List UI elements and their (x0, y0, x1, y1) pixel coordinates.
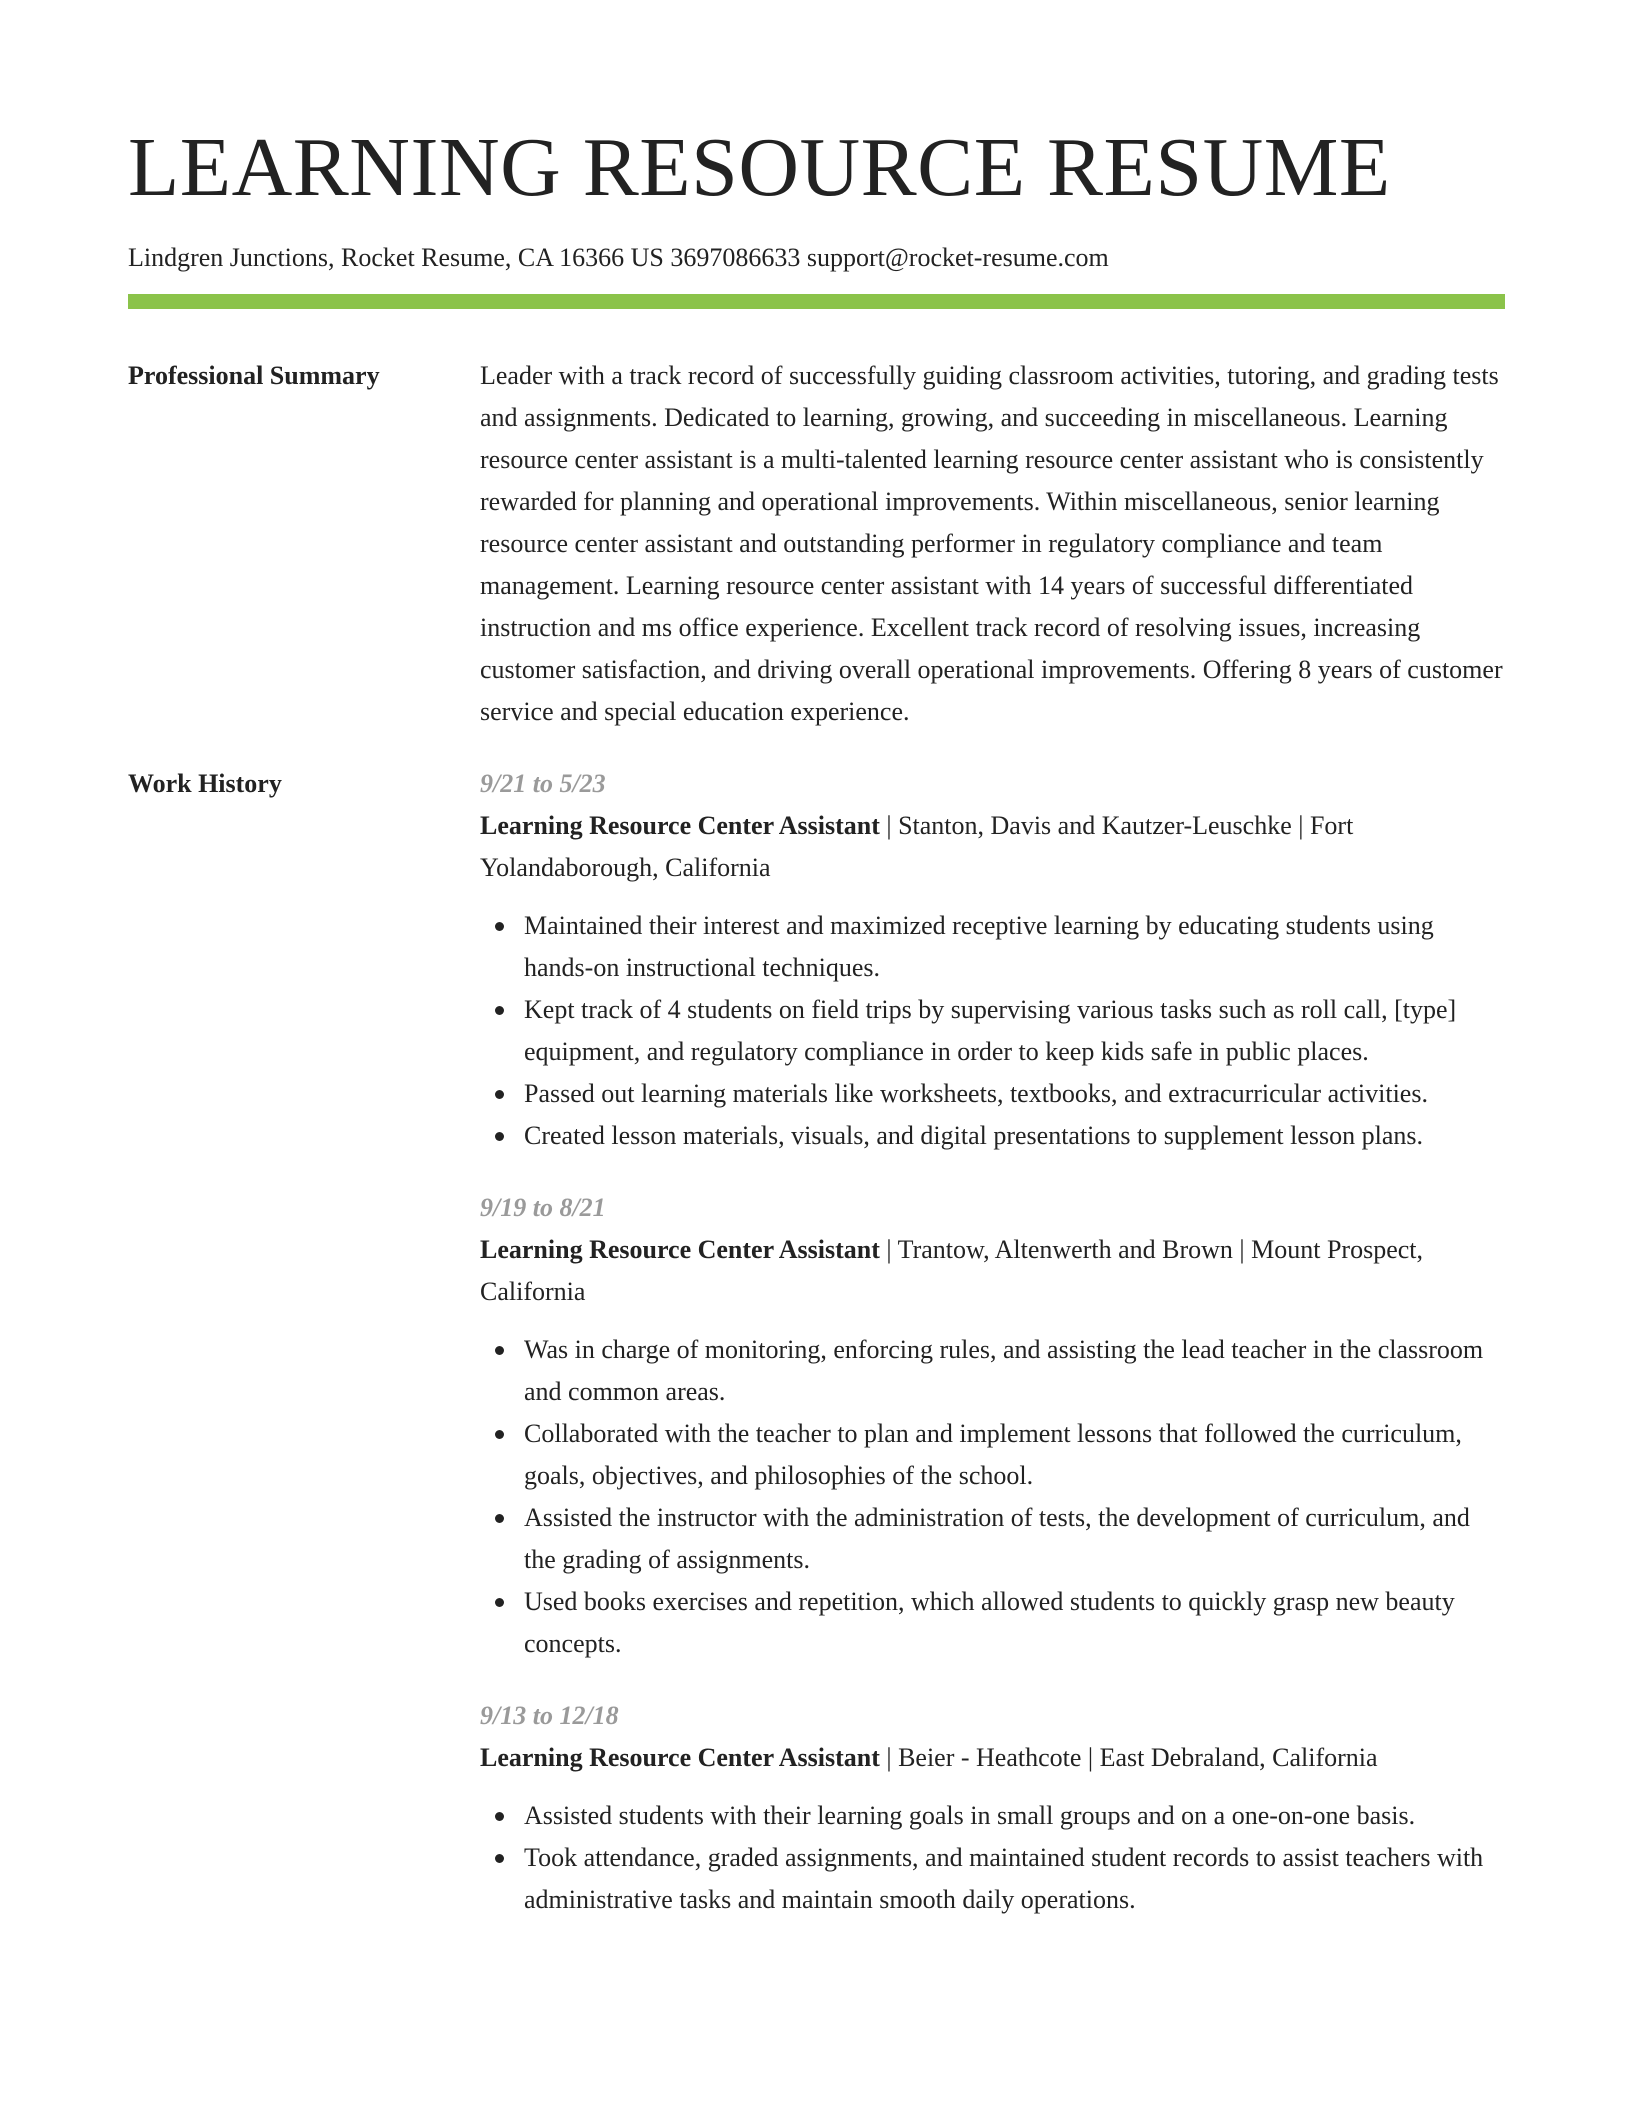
bullet-icon (495, 1598, 504, 1607)
job-bullet-list (480, 1329, 1505, 1665)
bullet-icon (495, 922, 504, 931)
section-label-summary: Professional Summary (128, 361, 380, 390)
contact-line: Lindgren Junctions, Rocket Resume, CA 16366 US 3697086633 support@rocket-resume.com (128, 243, 1109, 272)
job-bullet (480, 1115, 1505, 1157)
job-bullet (480, 1497, 1505, 1581)
bullet-icon (495, 1854, 504, 1863)
job-bullet-text: Took attendance, graded assignments, and maintained student records to assist teachers with administrative tasks and maintain smooth daily operations. (524, 1843, 1484, 1914)
job-heading (480, 805, 1505, 889)
job-title: Learning Resource Center Assistant (480, 1235, 880, 1264)
job-bullet-text: Passed out learning materials like worksheets, textbooks, and extracurricular activities. (524, 1079, 1428, 1108)
job-details: | Trantow, Altenwerth and Brown | Mount Prospect, California (480, 1235, 1424, 1306)
bullet-icon (495, 1430, 504, 1439)
job-bullet (480, 1329, 1505, 1413)
job-bullet-text: Maintained their interest and maximized receptive learning by educating students using hands-on instructional techniques. (524, 911, 1434, 982)
job-title: Learning Resource Center Assistant (480, 1743, 880, 1772)
job-bullet (480, 1837, 1505, 1921)
job-bullet-text: Was in charge of monitoring, enforcing rules, and assisting the lead teacher in the classroom and common areas. (524, 1335, 1484, 1406)
job-bullet-text: Kept track of 4 students on field trips by supervising various tasks such as roll call, [type] equipment, and regulatory compliance in order to keep kids safe in public places. (524, 995, 1457, 1066)
bullet-icon (495, 1006, 504, 1015)
work-history-section (128, 763, 1505, 1921)
job-bullet-list (480, 1795, 1505, 1921)
job-bullet-text: Assisted the instructor with the administration of tests, the development of curriculum, and the grading of assignments. (524, 1503, 1470, 1574)
summary-body (480, 355, 1505, 733)
job-bullet (480, 1581, 1505, 1665)
bullet-icon (495, 1346, 504, 1355)
job-bullet-list (480, 905, 1505, 1157)
job-bullet (480, 905, 1505, 989)
job-bullet (480, 1413, 1505, 1497)
resume-title: LEARNING RESOURCE RESUME (128, 121, 1391, 214)
job-dates: 9/19 to 8/21 (480, 1193, 606, 1222)
job-bullet-text: Collaborated with the teacher to plan and implement lessons that followed the curriculum, goals, objectives, and philosophies of the school. (524, 1419, 1462, 1490)
job-bullet-text: Assisted students with their learning goals in small groups and on a one-on-one basis. (524, 1801, 1416, 1830)
bullet-icon (495, 1090, 504, 1099)
job-heading (480, 1737, 1505, 1779)
job-details: | Beier - Heathcote | East Debraland, California (879, 1743, 1378, 1772)
job-dates: 9/21 to 5/23 (480, 769, 606, 798)
summary-text: Leader with a track record of successfully guiding classroom activities, tutoring, and grading tests and assignments. Dedicated to learning, growing, and succeeding in miscellaneous. Learning resource center assistant is a multi-talented learning resource center assistant who is consistently rewarded for planning and operational improvements. Within miscellaneous, senior learning resource center assistant and outstanding performer in regulatory compliance and team management. Learning resource center assistant with 14 years of successful differentiated instruction and ms office experience. Excellent track record of resolving issues, increasing customer satisfaction, and driving overall operational improvements. Offering 8 years of customer service and special education experience. (480, 361, 1503, 726)
job-bullet (480, 1795, 1505, 1837)
bullet-icon (495, 1514, 504, 1523)
bullet-icon (495, 1132, 504, 1141)
job-details: | Stanton, Davis and Kautzer-Leuschke | Fort Yolandaborough, California (480, 811, 1354, 882)
job-bullet (480, 1073, 1505, 1115)
header-divider (128, 294, 1505, 309)
job-entry (480, 1187, 1505, 1665)
job-title: Learning Resource Center Assistant (480, 811, 880, 840)
job-dates: 9/13 to 12/18 (480, 1701, 619, 1730)
professional-summary-section (128, 355, 1505, 733)
job-entry (480, 763, 1505, 1157)
job-bullet (480, 989, 1505, 1073)
job-entry (480, 1695, 1505, 1921)
job-heading (480, 1229, 1505, 1313)
section-label-work-history: Work History (128, 769, 282, 798)
resume-page (128, 0, 1505, 1921)
bullet-icon (495, 1812, 504, 1821)
work-history-body (480, 763, 1505, 1921)
job-bullet-text: Created lesson materials, visuals, and digital presentations to supplement lesson plans. (524, 1121, 1423, 1150)
job-bullet-text: Used books exercises and repetition, which allowed students to quickly grasp new beauty concepts. (524, 1587, 1455, 1658)
